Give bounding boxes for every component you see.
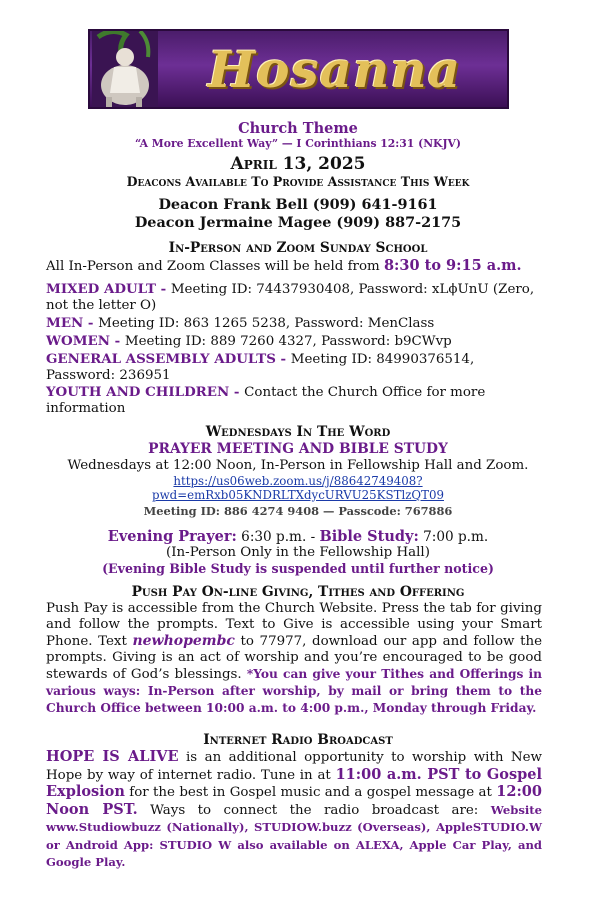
class-youth-children: YOUTH AND CHILDREN - Contact the Church Office for more information xyxy=(46,384,486,416)
class-women: WOMEN - Meeting ID: 889 7260 4327, Password: b9CWvp xyxy=(46,333,452,349)
jesus-on-donkey-image xyxy=(92,29,158,109)
class-mixed-adult: MIXED ADULT - Meeting ID: 74437930408, Password: xLϕUnU (Zero, not the letter O) xyxy=(46,281,535,313)
wednesday-subheading: PRAYER MEETING AND BIBLE STUDY xyxy=(148,441,448,457)
class-men: MEN - Meeting ID: 863 1265 5238, Password: MenClass xyxy=(46,315,435,331)
hosanna-banner xyxy=(88,29,509,109)
deacon-line-1: Deacon Frank Bell (909) 641-9161 xyxy=(158,196,438,213)
giving-paragraph: Push Pay is accessible from the Church Website. Press the tab for giving and follow the prompts. Text to Give is accessible using your Smart Phone. Text newhopembc to 77977, download our app and follow the prompts. Giving is an act of worship and you’re encouraged to be good stewards of God’s blessings. *You can give your Tithes and Offerings in various ways: In-Person after worship, by mail or bring them to the Church Office between 10:00 a.m. to 4:00 p.m., Monday through Friday. xyxy=(46,601,542,715)
bulletin-date: April 13, 2025 xyxy=(230,154,366,174)
radio-ways: Website www.Studiowbuzz (Nationally), STUDIOW.buzz (Overseas), AppleSTUDIO.W or Android App: STUDIO W also available on ALEXA, Apple Car Play, and Google Play. xyxy=(46,802,543,869)
deacons-heading: Deacons Available To Provide Assistance This Week xyxy=(126,174,470,189)
deacon-line-2: Deacon Jermaine Magee (909) 887-2175 xyxy=(134,214,462,231)
evening-note: (In-Person Only in the Fellowship Hall) xyxy=(166,545,430,560)
church-theme-heading: Church Theme xyxy=(238,120,358,137)
wednesday-meeting-id: Meeting ID: 886 4274 9408 — Passcode: 767886 xyxy=(143,504,453,518)
church-theme-verse: “A More Excellent Way” — I Corinthians 12:31 (NKJV) xyxy=(134,137,462,150)
sunday-school-time: 8:30 to 9:15 a.m. xyxy=(383,257,522,274)
wednesday-line: Wednesdays at 12:00 Noon, In-Person in Fellowship Hall and Zoom. xyxy=(67,458,529,473)
hope-is-alive-label: HOPE IS ALIVE xyxy=(46,748,179,765)
radio-heading: Internet Radio Broadcast xyxy=(203,732,393,748)
sunday-school-intro: All In-Person and Zoom Classes will be held from 8:30 to 9:15 a.m. xyxy=(46,257,522,274)
zoom-link-line-1[interactable]: https://us06web.zoom.us/j/88642749408? xyxy=(173,474,423,488)
banner-title: Hosanna xyxy=(207,39,462,99)
text-keyword: newhopembc xyxy=(132,633,235,649)
class-general-assembly: GENERAL ASSEMBLY ADULTS - Meeting ID: 84990376514, Password: 236951 xyxy=(46,351,475,383)
giving-emphasis: *You can give your Tithes and Offerings in various ways: In-Person after worship, by mail or bring them to the Church Office between 10:00 a.m. to 4:00 p.m., Monday through Friday. xyxy=(46,667,542,715)
evening-schedule: Evening Prayer: 6:30 p.m. - Bible Study: 7:00 p.m. xyxy=(107,528,489,545)
zoom-link-line-2[interactable]: pwd=emRxb05KNDRLTXdycURVU25KSTlzQT09 xyxy=(152,488,444,502)
zoom-link[interactable] xyxy=(0,474,596,502)
radio-paragraph: HOPE IS ALIVE is an additional opportunity to worship with New Hope by way of internet radio. Tune in at 11:00 a.m. PST to Gospel Explosion for the best in Gospel music and a gospel message at 12:00 Noon PST. Ways to connect the radio broadcast are: Website www.Studiowbuzz (Nationally), STUDIOW.buzz (Overseas), AppleSTUDIO.W or Android App: STUDIO W also available on ALEXA, Apple Car Play, and Google Play. xyxy=(46,748,543,869)
sunday-school-heading: In-Person and Zoom Sunday School xyxy=(168,240,428,256)
evening-suspended-note: (Evening Bible Study is suspended until further notice) xyxy=(102,561,494,576)
wednesday-heading: Wednesdays In The Word xyxy=(205,424,391,440)
giving-heading: Push Pay On-line Giving, Tithes and Offering xyxy=(131,584,465,600)
